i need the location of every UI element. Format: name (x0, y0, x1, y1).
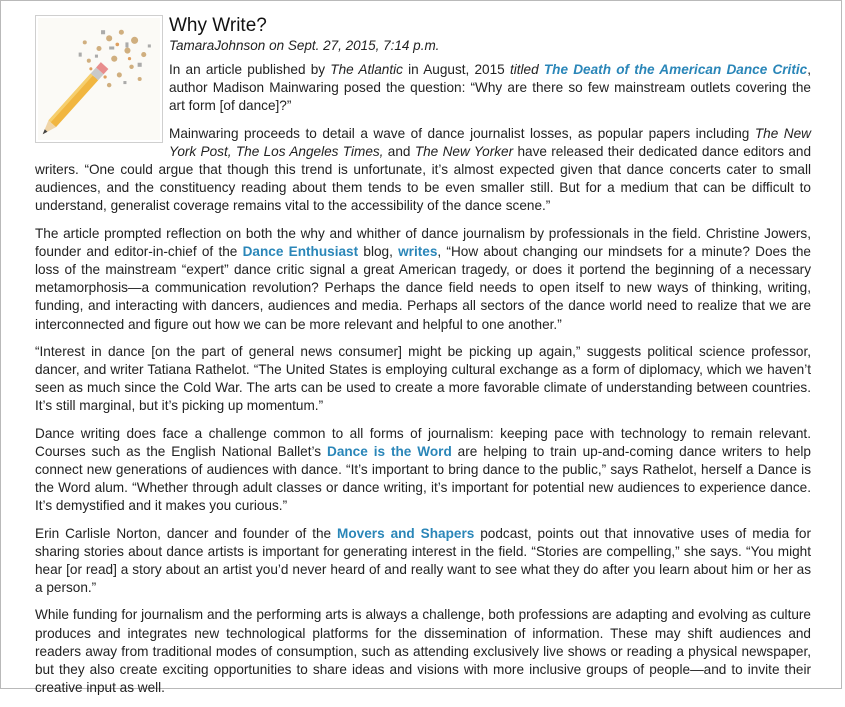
text: and (383, 143, 415, 159)
paragraph-3 (35, 225, 811, 334)
paragraph-4: “Interest in dance [on the part of general news consumer] might be picking up again,” suggests political science professor, dancer, and writer Tatiana Rathelot. “The United States is employing cultural exchange as a form of diplomacy, which we haven’t seen as much since the Cold War. The arts can be used to create a more favorable climate of understanding between countries. It’s still marginal, but it’s picking up momentum.” (35, 343, 811, 414)
text: in August, 2015 (402, 62, 510, 77)
text: podcast, points out that innovative uses of media for sharing stories about dance artists is important for generating interest in the field. “Stories are compelling,” she says. “You might hear [or read] a story about an artist you’d never heard of and really want to see what they do after you learn about him or her as a person.” (35, 525, 811, 596)
paragraph-6 (35, 525, 811, 598)
publication-name: The New Yorker (414, 143, 514, 159)
text: blog, (358, 243, 399, 259)
link-movers-and-shapers[interactable]: Movers and Shapers (337, 525, 475, 541)
link-writes[interactable]: writes (398, 243, 438, 259)
text: Mainwaring proceeds to detail a wave of dance journalist losses, as popular papers including (169, 125, 755, 141)
text: are helping to train up-and-coming dance writers to help connect new generations of audiences with dance. “It’s important to bring dance to the public,” says Rathelot, herself a Dance is the Word alum. “Whether through adult classes or dance writing, it’s important for potential new audiences to experience dance. It’s demystified and it makes you curious.” (35, 443, 811, 514)
paragraph-5 (35, 425, 811, 516)
text: In an article published by (169, 62, 331, 77)
pencil-letters-illustration-icon (38, 18, 160, 140)
text-italic: titled (509, 62, 539, 77)
article-title: Why Write? (169, 15, 267, 36)
text: The article prompted reflection on both the why and whither of dance journalism by professionals in the field. Christine Jowers, founder and editor-in-chief of the (35, 225, 811, 259)
text: , author Madison Mainwaring posed the question: “Why are there so few mainstream outlets covering the art form [of dance]?” (169, 62, 811, 114)
text: Erin Carlisle Norton, dancer and founder of the (35, 525, 338, 541)
publication-name: The Atlantic (330, 62, 403, 77)
article-thumbnail (35, 15, 163, 143)
text: Dance writing does face a challenge common to all forms of journalism: keeping pace with technology to remain relevant. Courses such as the English National Ballet’s (35, 425, 811, 459)
link-dance-enthusiast[interactable]: Dance Enthusiast (242, 243, 359, 259)
article (35, 13, 811, 707)
link-dance-is-the-word[interactable]: Dance is the Word (327, 443, 452, 459)
link-death-of-american-dance-critic[interactable]: The Death of the American Dance Critic (543, 62, 808, 77)
text: have released their dedicated dance editors and writers. “One could argue that though this trend is unfortunate, it’s almost expected given that dance concerts cater to small audiences, and the constituency reading about them tends to be even smaller still. But for a medium that can be difficult to understand, generalist coverage remains vital to the accessibility of the dance scene.” (35, 143, 812, 214)
text: , “How about changing our mindsets for a minute? Does the loss of the mainstream “expert” dance critic signal a great American tragedy, or does it portend the beginning of a necessary metamorphosis—a communication revolution? Perhaps the dance field needs to open itself to new ways of thinking, writing, funding, and interacting with dancers, audiences and media. Perhaps all sectors of the dance world need to realize that we are interconnected and figure out how we can be more relevant and helpful to one another.” (35, 243, 811, 332)
article-byline: TamaraJohnson on Sept. 27, 2015, 7:14 p.m. (169, 38, 440, 53)
paragraph-7: While funding for journalism and the performing arts is always a challenge, both professions are adapting and evolving as culture produces and integrates new technological platforms for the dissemination of information. These may shift audiences and readers away from traditional modes of consumption, such as attending exclusively live shows or reading a physical newspaper, but they also create exciting opportunities to share ideas and visions with more inclusive groups of people—and to invite their creative input as well. (35, 607, 811, 696)
publication-names: The New York Post, The Los Angeles Times, (169, 125, 811, 159)
